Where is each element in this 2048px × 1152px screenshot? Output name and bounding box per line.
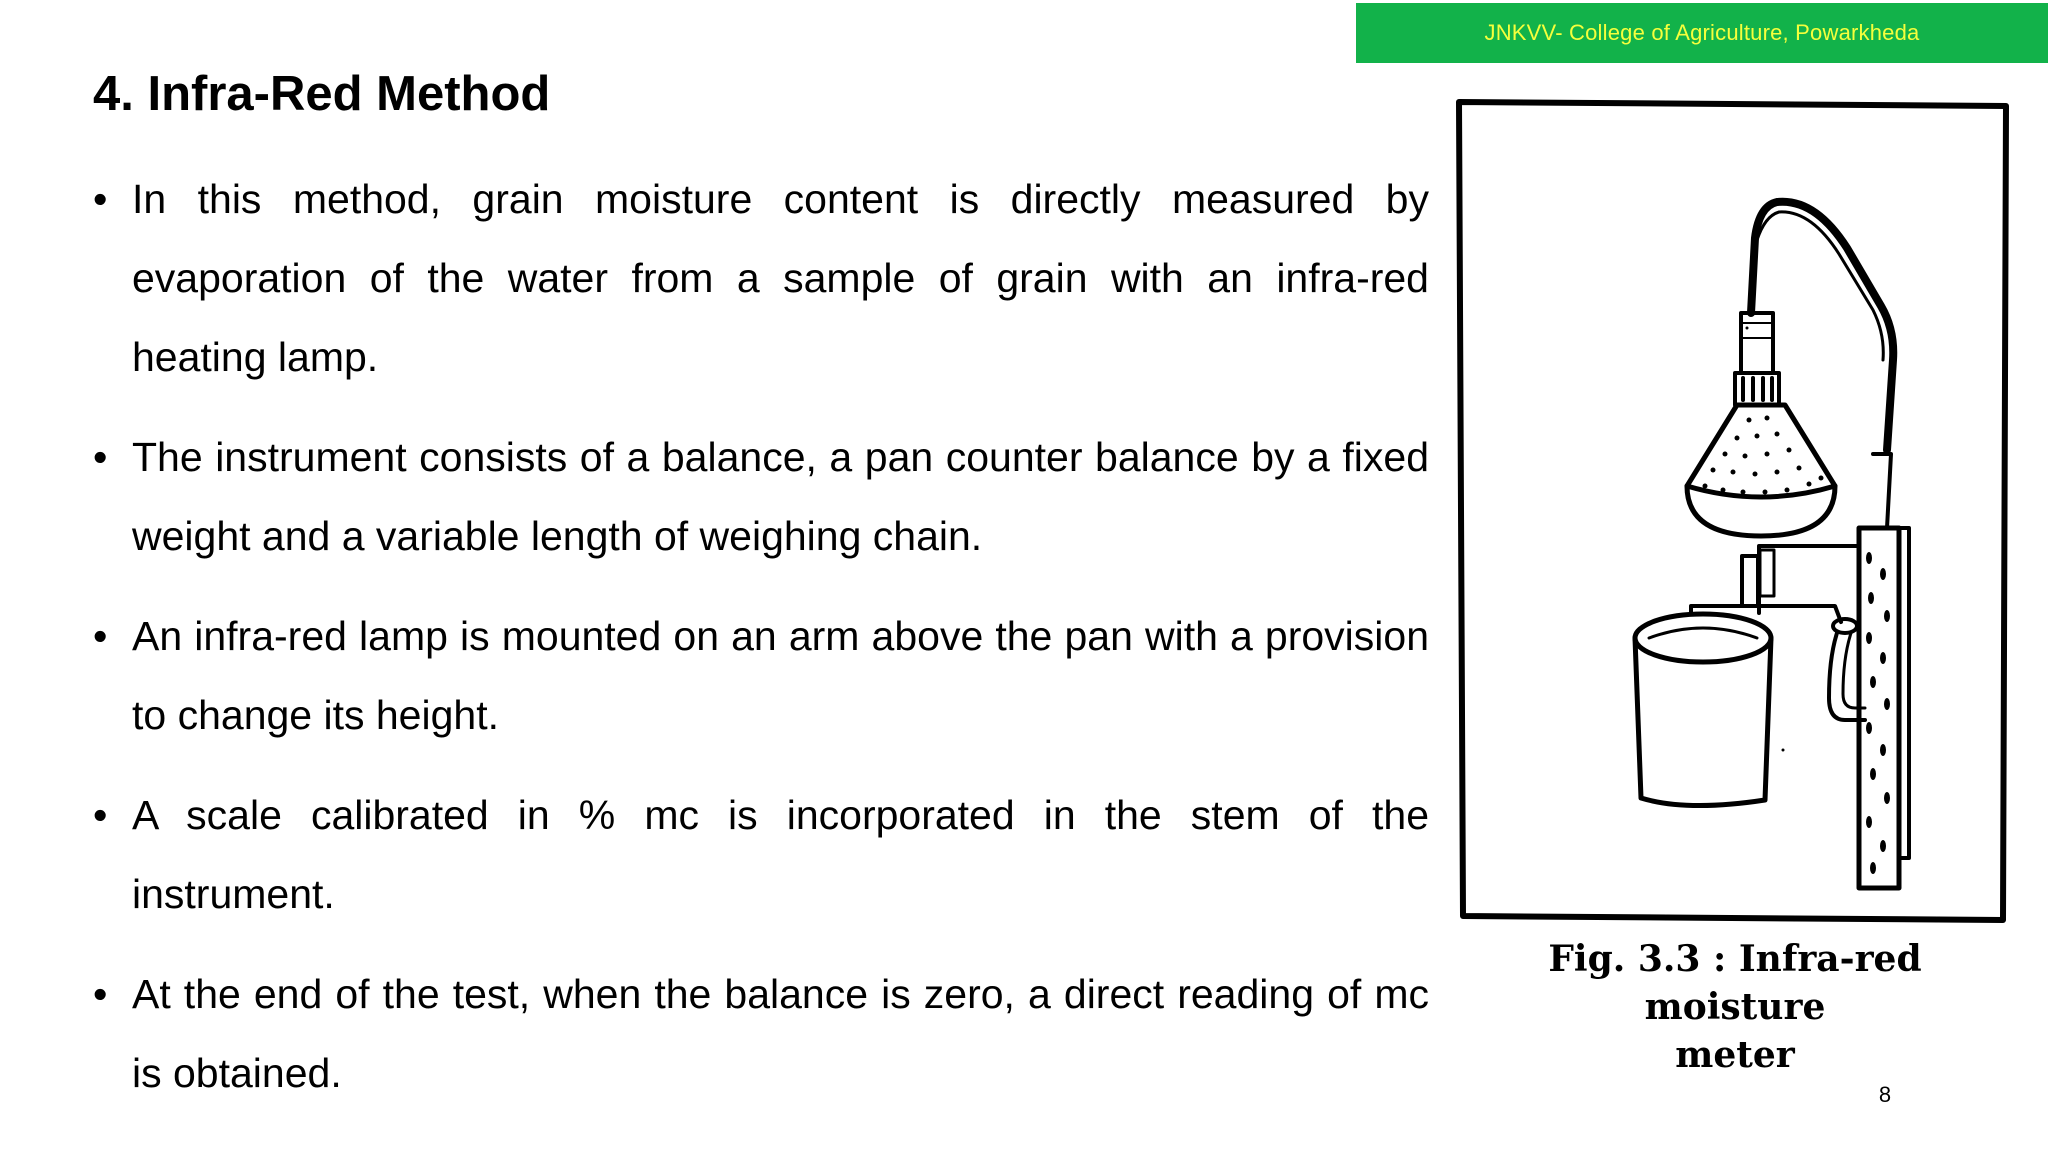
bullet-dot: • (93, 792, 108, 838)
figure-caption-line1: Fig. 3.3 : Infra-red moisture (1548, 938, 1922, 1028)
sample-container-rim (1635, 614, 1771, 662)
balance-post (1742, 556, 1758, 606)
college-header-banner (1356, 3, 2048, 63)
infrared-moisture-meter-drawing-icon (1455, 98, 2010, 923)
slide-title: 4. Infra-Red Method (93, 67, 551, 121)
scale-stem-upper (1873, 454, 1891, 528)
bullet-text: In this method, grain moisture content is directly measured by evaporation of the water from a sample of grain with an infra-red heating lamp. (132, 176, 1429, 380)
bullet-item (93, 418, 1429, 576)
bullet-dot: • (93, 613, 108, 659)
bullet-item (93, 160, 1429, 397)
scale-markings (1866, 552, 1890, 874)
lamp-cone (1687, 405, 1835, 497)
infrared-moisture-meter-figure (1455, 98, 2010, 923)
bullet-text: The instrument consists of a balance, a pan counter balance by a fixed weight and a variable length of weighing chain. (132, 434, 1429, 559)
bullet-text: A scale calibrated in % mc is incorporated in the stem of the instrument. (132, 792, 1429, 917)
bullet-dot: • (93, 434, 108, 480)
bullet-text: An infra-red lamp is mounted on an arm above the pan with a provision to change its height. (132, 613, 1429, 738)
bullet-dot: • (93, 971, 108, 1017)
weighing-pan-knob (1833, 619, 1857, 633)
bullet-item (93, 776, 1429, 934)
figure-caption-line2: meter (1675, 1034, 1795, 1076)
figure-caption (1470, 935, 2000, 1079)
bullet-item (93, 955, 1429, 1113)
bullet-list (93, 160, 1429, 1134)
bullet-item (93, 597, 1429, 755)
bullet-text: At the end of the test, when the balance is zero, a direct reading of mc is obtained. (132, 971, 1429, 1096)
college-name-text: JNKVV- College of Agriculture, Powarkheda (1484, 20, 1920, 45)
bullet-dot: • (93, 176, 108, 222)
page-number: 8 (1878, 1082, 1892, 1107)
figure-frame (1459, 102, 2006, 920)
